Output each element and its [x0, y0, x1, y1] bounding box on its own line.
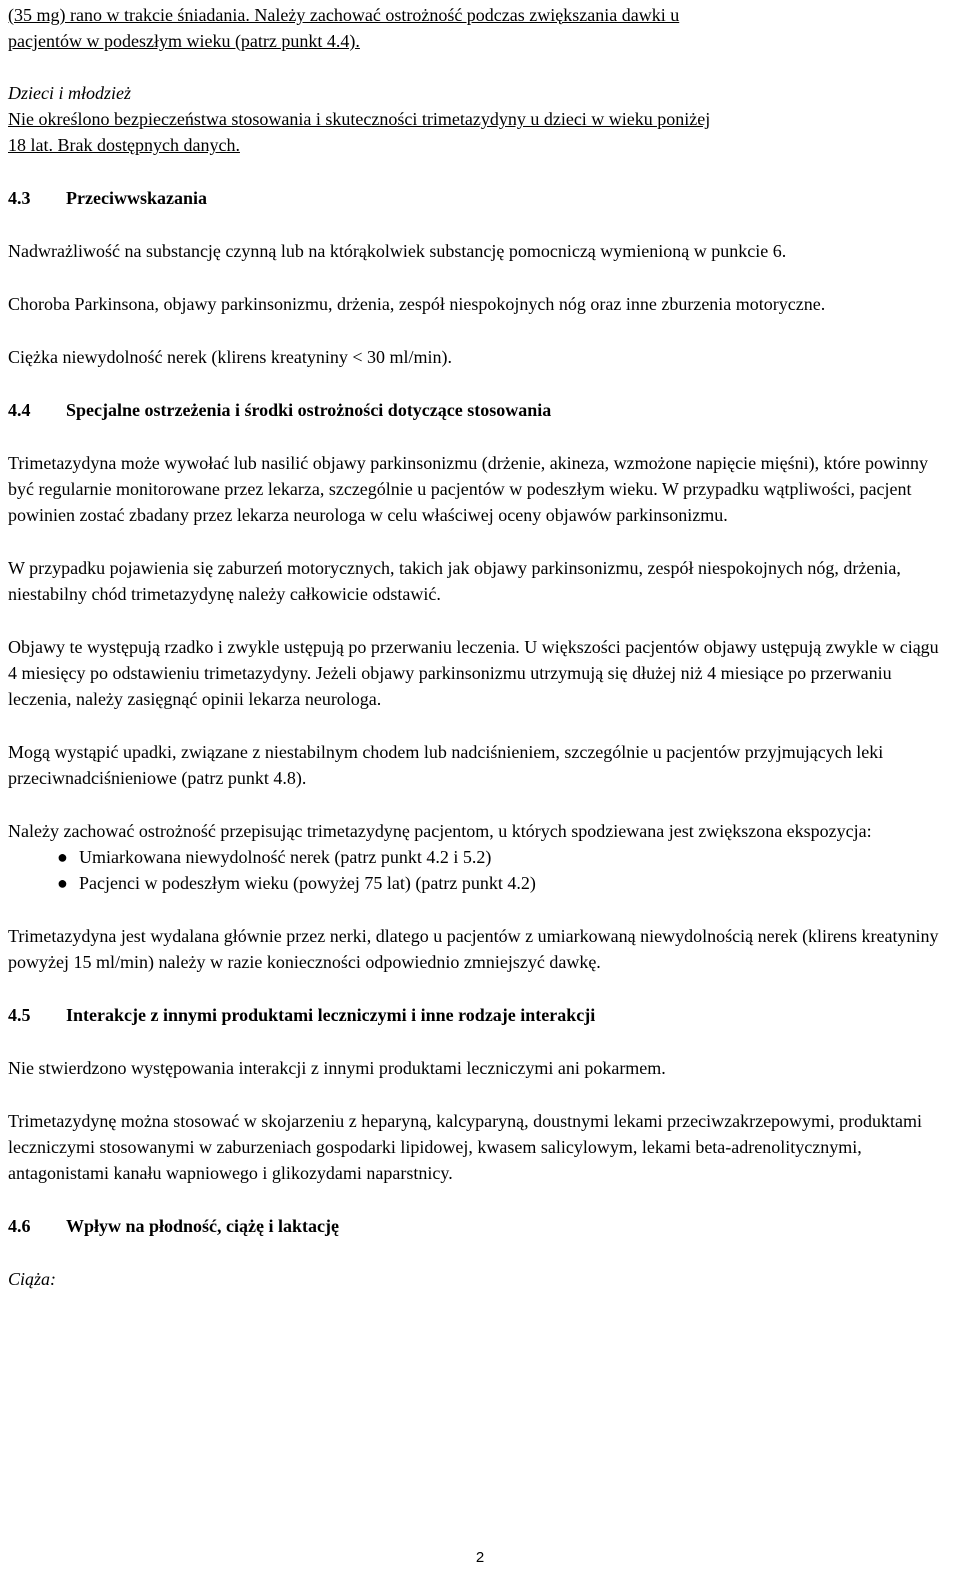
section-4-5-title: Interakcje z innymi produktami leczniczymi i inne rodzaje interakcji	[66, 1005, 596, 1025]
section-4-5-number: 4.5	[8, 1005, 31, 1025]
list-item	[8, 844, 952, 870]
page-number: 2	[475, 1549, 485, 1566]
section-4-4-paragraph-4: Mogą wystąpić upadki, związane z niestabilnym chodem lub nadciśnieniem, szczególnie u pacjentów przyjmujących leki przeciwnadciśnieniowe (patrz punkt 4.8).	[8, 742, 884, 788]
section-4-4-number: 4.4	[8, 400, 31, 420]
list-item-text: Umiarkowana niewydolność nerek (patrz punkt 4.2 i 5.2)	[79, 847, 492, 867]
pregnancy-subheading: Ciąża:	[8, 1269, 57, 1289]
section-4-3-title: Przeciwwskazania	[66, 188, 207, 208]
children-line-1: Nie określono bezpieczeństwa stosowania i skuteczności trimetazydyny u dzieci w wieku poniżej	[8, 109, 711, 129]
section-4-4-paragraph-5: Należy zachować ostrożność przepisując trimetazydynę pacjentom, u których spodziewana jest zwiększona ekspozycja:	[8, 821, 872, 841]
intro-line-2: pacjentów w podeszłym wieku (patrz punkt 4.4).	[8, 31, 360, 51]
section-4-6-title: Wpływ na płodność, ciążę i laktację	[66, 1216, 339, 1236]
section-4-5-paragraph-1: Nie stwierdzono występowania interakcji z innymi produktami leczniczymi ani pokarmem.	[8, 1058, 666, 1078]
document-page	[8, 2, 952, 1292]
section-4-4-heading	[8, 397, 952, 423]
list-item-text: Pacjenci w podeszłym wieku (powyżej 75 lat) (patrz punkt 4.2)	[79, 873, 536, 893]
section-4-4-paragraph-6: Trimetazydyna jest wydalana głównie przez nerki, dlatego u pacjentów z umiarkowaną niewydolnością nerek (klirens kreatyniny powyżej 15 ml/min) należy w razie konieczności odpowiednio zmniejszyć dawkę.	[8, 926, 939, 972]
section-4-6-heading	[8, 1213, 952, 1239]
section-4-3-paragraph-3: Ciężka niewydolność nerek (klirens kreatyniny ˂ 30 ml/min).	[8, 347, 453, 367]
children-line-2: 18 lat. Brak dostępnych danych.	[8, 135, 240, 155]
section-4-4-paragraph-3: Objawy te występują rzadko i zwykle ustępują po przerwaniu leczenia. U większości pacjentów objawy ustępują zwykle w ciągu 4 miesięcy po odstawieniu trimetazydyny. Jeżeli objawy parkinsonizmu utrzymują się dłużej niż 4 miesiące po przerwaniu leczenia, należy zasięgnąć opinii lekarza neurologa.	[8, 637, 939, 709]
exposure-list	[8, 844, 952, 896]
section-4-4-paragraph-1: Trimetazydyna może wywołać lub nasilić objawy parkinsonizmu (drżenie, akineza, wzmożone napięcie mięśni), które powinny być regularnie monitorowane przez lekarza, szczególnie u pacjentów w podeszłym wieku. W przypadku wątpliwości, pacjent powinien zostać zbadany przez lekarza neurologa w celu właściwej oceny objawów parkinsonizmu.	[8, 453, 929, 525]
section-4-5-heading	[8, 1002, 952, 1028]
section-4-3-number: 4.3	[8, 188, 31, 208]
bullet-icon: ●	[57, 847, 68, 867]
section-4-4-title: Specjalne ostrzeżenia i środki ostrożności dotyczące stosowania	[66, 400, 552, 420]
section-4-3-heading	[8, 185, 952, 211]
section-4-5-paragraph-2: Trimetazydynę można stosować w skojarzeniu z heparyną, kalcyparyną, doustnymi lekami przeciwzakrzepowymi, produktami leczniczymi stosowanymi w zaburzeniach gospodarki lipidowej, kwasem salicylowym, lekami beta-adrenolitycznymi, antagonistami kanału wapniowego i glikozydami naparstnicy.	[8, 1111, 923, 1183]
bullet-icon: ●	[57, 873, 68, 893]
section-4-4-paragraph-2: W przypadku pojawienia się zaburzeń motorycznych, takich jak objawy parkinsonizmu, zespół niespokojnych nóg, drżenia, niestabilny chód trimetazydynę należy całkowicie odstawić.	[8, 558, 901, 604]
children-heading: Dzieci i młodzież	[8, 83, 131, 103]
intro-line-1: (35 mg) rano w trakcie śniadania. Należy zachować ostrożność podczas zwiększania dawki u	[8, 5, 680, 25]
section-4-3-paragraph-2: Choroba Parkinsona, objawy parkinsonizmu, drżenia, zespół niespokojnych nóg oraz inne zburzenia motoryczne.	[8, 294, 826, 314]
section-4-6-number: 4.6	[8, 1216, 31, 1236]
list-item	[8, 870, 952, 896]
section-4-3-paragraph-1: Nadwrażliwość na substancję czynną lub na którąkolwiek substancję pomocniczą wymienioną w punkcie 6.	[8, 241, 787, 261]
